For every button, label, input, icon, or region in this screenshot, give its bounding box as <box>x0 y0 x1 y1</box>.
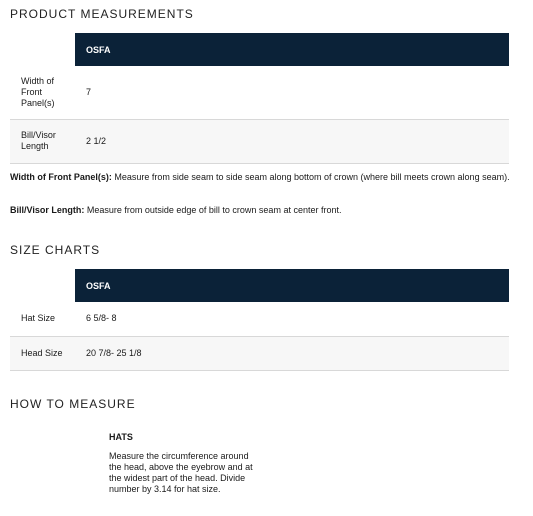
row-label-bill-visor-length: Bill/Visor Length <box>10 119 75 163</box>
size-header-osfa: OSFA <box>75 269 509 302</box>
table-row <box>10 66 509 119</box>
row-label-head-size: Head Size <box>10 336 75 370</box>
table-row <box>10 302 509 336</box>
section-title-how-to-measure: HOW TO MEASURE <box>10 397 136 411</box>
size-header-osfa: OSFA <box>75 33 509 66</box>
row-value: 20 7/8- 25 1/8 <box>75 336 509 370</box>
section-title-size-charts: SIZE CHARTS <box>10 243 101 257</box>
row-label-width-front-panel: Width of Front Panel(s) <box>10 66 75 119</box>
note-width-front-panel: Width of Front Panel(s): Measure from side seam to side seam along bottom of crown (where bill meets crown along seam). <box>10 172 510 182</box>
header-blank-cell <box>10 33 75 66</box>
section-title-product-measurements: PRODUCT MEASUREMENTS <box>10 7 194 21</box>
row-value: 2 1/2 <box>75 119 509 163</box>
row-label-hat-size: Hat Size <box>10 302 75 336</box>
table-header-row <box>10 33 509 66</box>
table-row <box>10 119 509 163</box>
note-bill-visor-length: Bill/Visor Length: Measure from outside edge of bill to crown seam at center front. <box>10 205 342 215</box>
row-value: 7 <box>75 66 509 119</box>
table-row <box>10 336 509 370</box>
product-measurements-table <box>10 33 509 164</box>
hats-title: HATS <box>109 432 133 442</box>
hats-instructions: Measure the circumference around the head, above the eyebrow and at the widest part of the head. Divide number by 3.14 for hat size. <box>109 451 253 494</box>
header-blank-cell <box>10 269 75 302</box>
table-header-row <box>10 269 509 302</box>
row-value: 6 5/8- 8 <box>75 302 509 336</box>
size-charts-table <box>10 269 509 371</box>
